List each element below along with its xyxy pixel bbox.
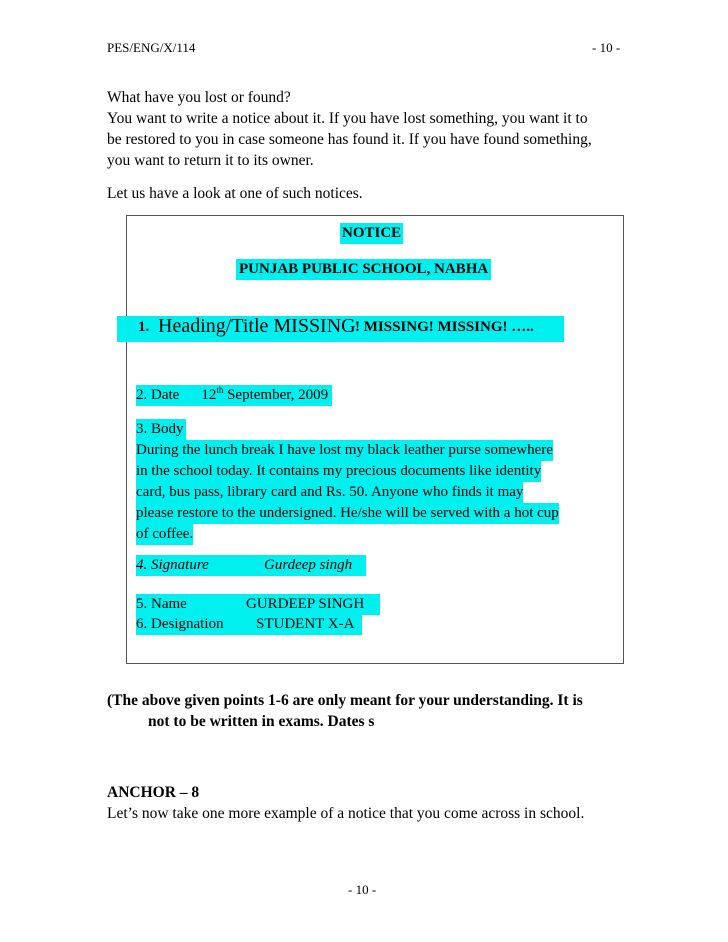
heading-missing-text: ! MISSING! MISSING! ….. — [355, 319, 534, 335]
designation-line — [136, 614, 362, 635]
date-line — [136, 385, 332, 406]
school-name: PUNJAB PUBLIC SCHOOL, NABHA — [236, 259, 491, 280]
name-line — [136, 594, 380, 615]
intro-line: you want to return it to its owner. — [107, 152, 314, 169]
designation-label: 6. Designation — [136, 616, 224, 632]
date-suffix: th — [216, 385, 224, 395]
date-month-year: September, 2009 — [223, 387, 329, 403]
body-line: please restore to the undersigned. He/she will be served with a hot cup — [136, 503, 559, 524]
body-line: card, bus pass, library card and Rs. 50. Anyone who finds it may — [136, 482, 523, 503]
note-line: not to be written in exams. Dates s — [148, 713, 375, 730]
anchor-title: ANCHOR – 8 — [107, 784, 200, 801]
intro-line: You want to write a notice about it. If you have lost something, you want it to — [107, 110, 588, 127]
document-code: PES/ENG/X/114 — [107, 40, 196, 55]
notice-title: NOTICE — [340, 223, 403, 244]
heading-number: 1. — [138, 319, 150, 335]
date-label: 2. Date — [136, 387, 180, 403]
date-day: 12 — [201, 387, 217, 403]
intro-question: What have you lost or found? — [107, 89, 291, 106]
body-line: of coffee. — [136, 524, 193, 545]
heading-label: Heading/Title MISSING — [158, 315, 356, 337]
signature-line — [136, 555, 366, 576]
body-line: in the school today. It contains my precious documents like identity — [136, 461, 541, 482]
body-line: During the lunch break I have lost my black leather purse somewhere — [136, 440, 553, 461]
footer-page-number: - 10 - — [348, 882, 377, 897]
signature-label: 4. Signature — [136, 557, 209, 573]
anchor-text: Let’s now take one more example of a notice that you come across in school. — [107, 805, 585, 822]
body-label: 3. Body — [136, 419, 186, 440]
designation-value: STUDENT X-A — [256, 616, 355, 632]
intro-lead: Let us have a look at one of such notices. — [107, 185, 363, 202]
intro-line: be restored to you in case someone has found it. If you have found something, — [107, 131, 592, 148]
name-value: GURDEEP SINGH — [246, 596, 365, 612]
name-label: 5. Name — [136, 596, 187, 612]
header-page-number: - 10 - — [592, 40, 621, 55]
signature-value: Gurdeep singh — [264, 557, 353, 573]
note-line: (The above given points 1-6 are only meant for your understanding. It is — [107, 692, 583, 709]
